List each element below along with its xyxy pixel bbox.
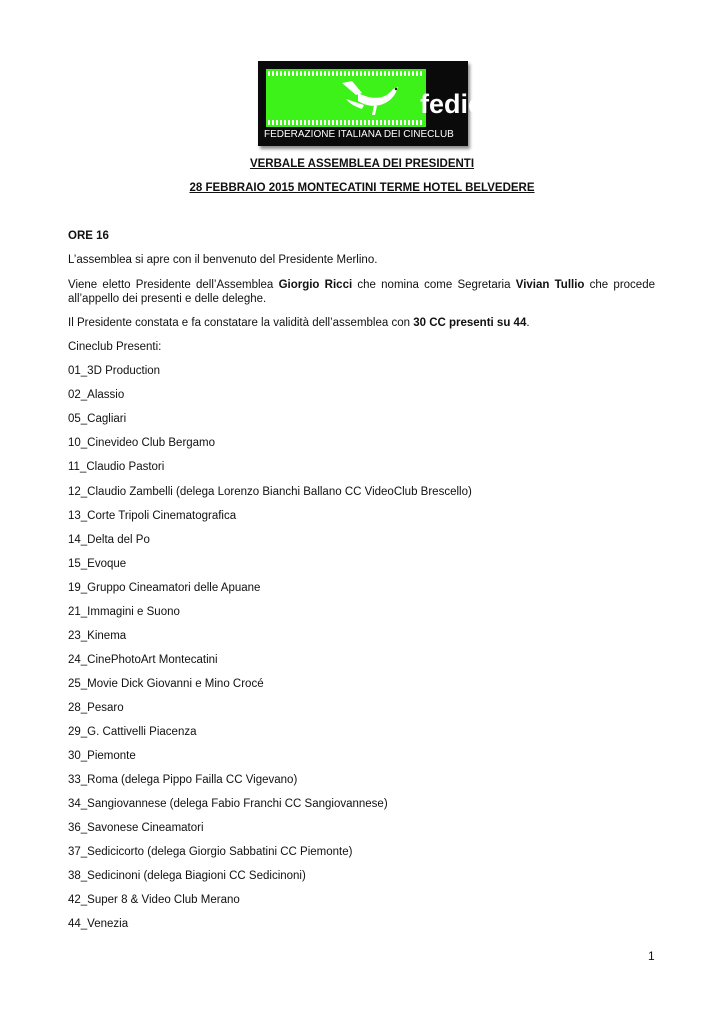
film-strip-graphic [266, 69, 426, 127]
list-item: 33_Roma (delega Pippo Failla CC Vigevano) [68, 774, 298, 786]
list-item: 30_Piemonte [68, 750, 136, 762]
election-text-2: che nomina come Segretaria [352, 279, 516, 291]
list-item: 34_Sangiovannese (delega Fabio Franchi CC Sangiovannese) [68, 798, 388, 810]
list-item: 11_Claudio Pastori [68, 461, 165, 473]
logo-wordmark: fedic [420, 89, 484, 119]
list-item: 37_Sedicicorto (delega Giorgio Sabbatini CC Piemonte) [68, 846, 353, 858]
list-item: 42_Super 8 & Video Club Merano [68, 894, 240, 906]
list-item: 15_Evoque [68, 558, 127, 570]
list-item: 14_Delta del Po [68, 534, 150, 546]
document-title: VERBALE ASSEMBLEA DEI PRESIDENTI [249, 158, 475, 170]
film-perforation-top [266, 71, 426, 76]
list-item: 19_Gruppo Cineamatori delle Apuane [68, 582, 261, 594]
list-item: 38_Sedicinoni (delega Biagioni CC Sedicinoni) [68, 870, 306, 882]
list-item: 02_Alassio [68, 389, 125, 401]
election-paragraph [68, 278, 655, 306]
list-item: 28_Pesaro [68, 702, 124, 714]
list-item: 36_Savonese Cineamatori [68, 822, 204, 834]
list-item: 10_Cinevideo Club Bergamo [68, 437, 216, 449]
validity-text-1: Il Presidente constata e fa constatare la validità dell’assemblea con [68, 317, 414, 329]
list-item: 23_Kinema [68, 630, 127, 642]
list-item: 12_Claudio Zambelli (delega Lorenzo Bianchi Ballano CC VideoClub Brescello) [68, 486, 472, 498]
validity-paragraph [68, 316, 530, 330]
page-number: 1 [648, 949, 655, 963]
list-item: 44_Venezia [68, 918, 129, 930]
election-text-1: Viene eletto Presidente dell’Assemblea [68, 279, 279, 291]
heron-icon [338, 79, 408, 119]
fedic-logo [258, 61, 484, 146]
validity-text-2: . [526, 317, 530, 329]
list-item: 21_Immagini e Suono [68, 606, 180, 618]
election-text-3: che procede all’appello dei presenti e delle deleghe. [68, 279, 655, 305]
document-subtitle: 28 FEBBRAIO 2015 MONTECATINI TERME HOTEL BELVEDERE [189, 182, 535, 194]
list-item: 25_Movie Dick Giovanni e Mino Crocé [68, 678, 264, 690]
president-name: Giorgio Ricci [278, 279, 353, 291]
list-item: 05_Cagliari [68, 413, 127, 425]
film-perforation-bottom [266, 120, 426, 125]
clubs-list-heading: Cineclub Presenti: [68, 341, 162, 353]
secretary-name: Vivian Tullio [515, 279, 585, 291]
opening-paragraph: L’assemblea si apre con il benvenuto del Presidente Merlino. [68, 254, 378, 266]
list-item: 13_Corte Tripoli Cinematografica [68, 510, 237, 522]
list-item: 24_CinePhotoArt Montecatini [68, 654, 218, 666]
logo-subtitle: FEDERAZIONE ITALIANA DEI CINECLUB [264, 129, 454, 140]
list-item: 29_G. Cattivelli Piacenza [68, 726, 197, 738]
time-heading: ORE 16 [68, 230, 109, 242]
quorum-count: 30 CC presenti su 44 [413, 317, 527, 329]
list-item: 01_3D Production [68, 365, 161, 377]
